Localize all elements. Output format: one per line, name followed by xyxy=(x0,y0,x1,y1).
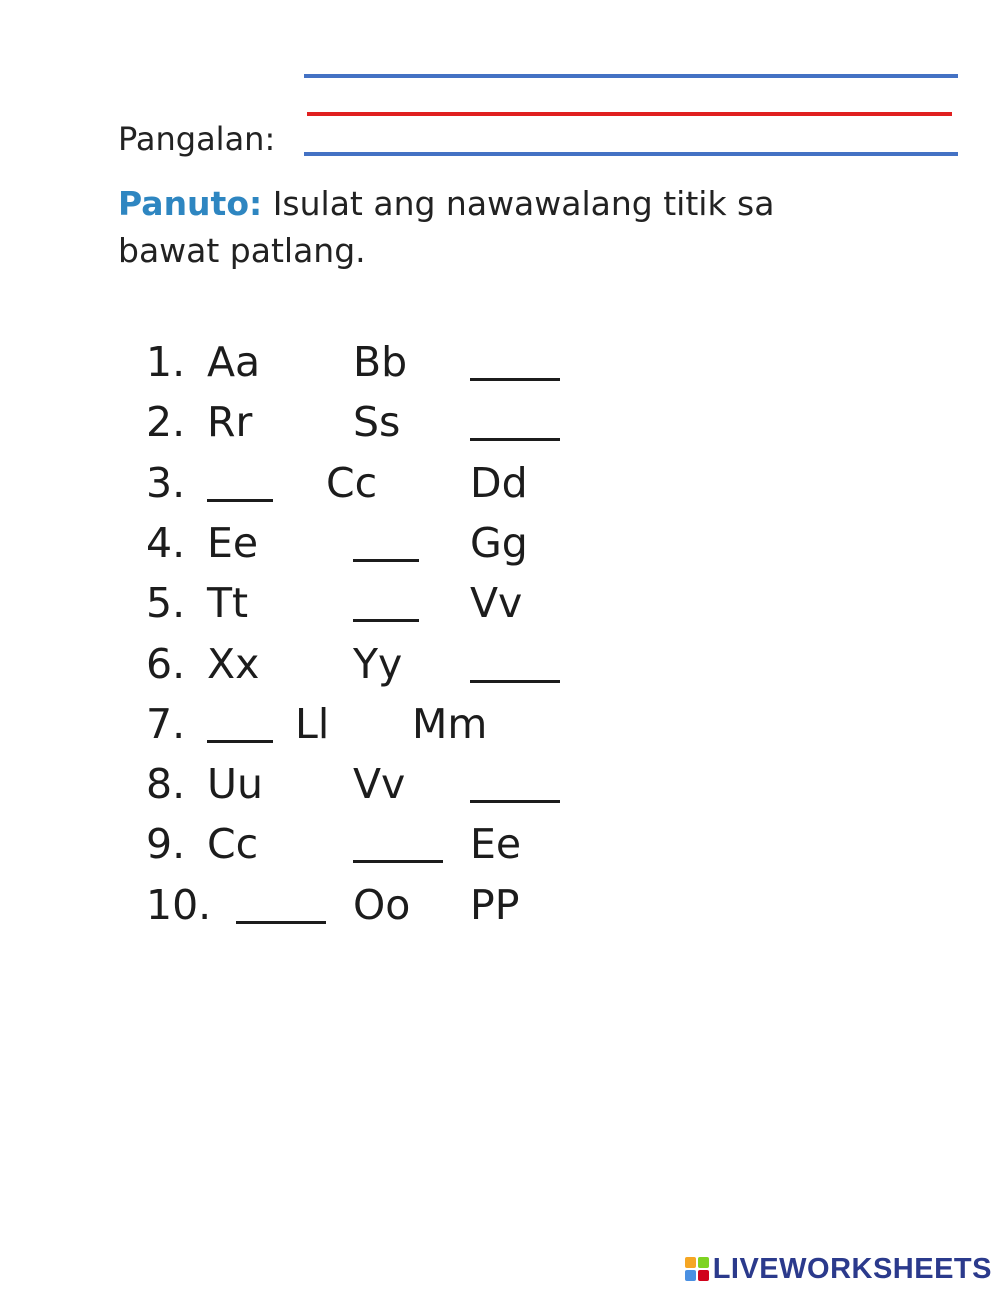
logo-square xyxy=(698,1257,709,1268)
item-number: 4. xyxy=(146,518,186,567)
blank-cell[interactable] xyxy=(353,820,443,873)
letter-pair: Dd xyxy=(470,458,528,507)
letter-pair: Bb xyxy=(353,338,408,386)
item-number: 3. xyxy=(146,458,186,507)
blank-cell[interactable] xyxy=(470,338,560,391)
letter-pair: Mm xyxy=(412,699,488,748)
list-item xyxy=(0,640,700,696)
list-item xyxy=(0,760,700,816)
middle-guide-line xyxy=(307,112,952,116)
blank-cell[interactable] xyxy=(207,700,273,753)
letter-pair: Tt xyxy=(207,579,249,628)
letter-pair: Xx xyxy=(207,639,260,688)
letter-pair: Cc xyxy=(326,458,378,507)
blank-cell[interactable] xyxy=(470,640,560,693)
list-item xyxy=(0,459,700,515)
letter-pair: Ll xyxy=(295,699,330,748)
item-number: 10. xyxy=(146,880,212,929)
answer-blank[interactable] xyxy=(353,519,419,562)
blank-cell[interactable] xyxy=(470,398,560,451)
logo-square xyxy=(685,1270,696,1281)
answer-blank[interactable] xyxy=(353,579,419,622)
list-item xyxy=(0,579,700,635)
answer-blank[interactable] xyxy=(353,820,443,863)
answer-blank[interactable] xyxy=(470,640,560,683)
blank-cell[interactable] xyxy=(236,881,326,934)
letter-pair: Vv xyxy=(353,760,406,809)
blank-cell[interactable] xyxy=(207,459,273,512)
letter-pair: Rr xyxy=(207,398,253,447)
blank-cell[interactable] xyxy=(353,519,419,572)
letter-pair: PP xyxy=(470,880,520,929)
blank-cell[interactable] xyxy=(353,579,419,632)
instructions-label: Panuto: xyxy=(118,184,263,223)
logo-square xyxy=(685,1257,696,1268)
logo-square xyxy=(698,1270,709,1281)
top-guide-line xyxy=(304,74,958,78)
item-number: 1. xyxy=(146,338,186,386)
answer-blank[interactable] xyxy=(207,459,273,502)
letter-pair: Yy xyxy=(353,639,403,688)
liveworksheets-logo xyxy=(685,1251,992,1287)
letter-pair: Vv xyxy=(470,579,523,628)
instructions xyxy=(118,180,818,274)
letter-pair: Gg xyxy=(470,518,528,567)
list-item xyxy=(0,338,700,394)
item-number: 2. xyxy=(146,398,186,447)
item-number: 9. xyxy=(146,820,186,869)
item-number: 6. xyxy=(146,639,186,688)
list-item xyxy=(0,700,700,756)
item-number: 7. xyxy=(146,699,186,748)
letter-pair: Aa xyxy=(207,338,261,386)
answer-blank[interactable] xyxy=(470,338,560,381)
answer-blank[interactable] xyxy=(207,700,273,743)
blank-cell[interactable] xyxy=(470,760,560,813)
list-item xyxy=(0,398,700,454)
answer-blank[interactable] xyxy=(470,398,560,441)
item-number: 5. xyxy=(146,579,186,628)
answer-blank[interactable] xyxy=(236,881,326,924)
item-number: 8. xyxy=(146,760,186,809)
name-label: Pangalan: xyxy=(118,120,276,158)
logo-text: LIVEWORKSHEETS xyxy=(712,1252,992,1285)
letter-pair: Oo xyxy=(353,880,411,929)
logo-icon xyxy=(685,1257,709,1281)
list-item xyxy=(0,820,700,876)
letter-pair: Cc xyxy=(207,820,259,869)
list-item xyxy=(0,881,700,937)
letter-pair: Uu xyxy=(207,760,263,809)
letter-pair: Ee xyxy=(470,820,522,869)
answer-blank[interactable] xyxy=(470,760,560,803)
letter-pair: Ss xyxy=(353,398,401,447)
name-line xyxy=(304,152,958,156)
letter-pair: Ee xyxy=(207,518,259,567)
instructions-text: Isulat ang nawawalang titik sa bawat patlang. xyxy=(118,184,775,270)
list-item xyxy=(0,519,700,575)
